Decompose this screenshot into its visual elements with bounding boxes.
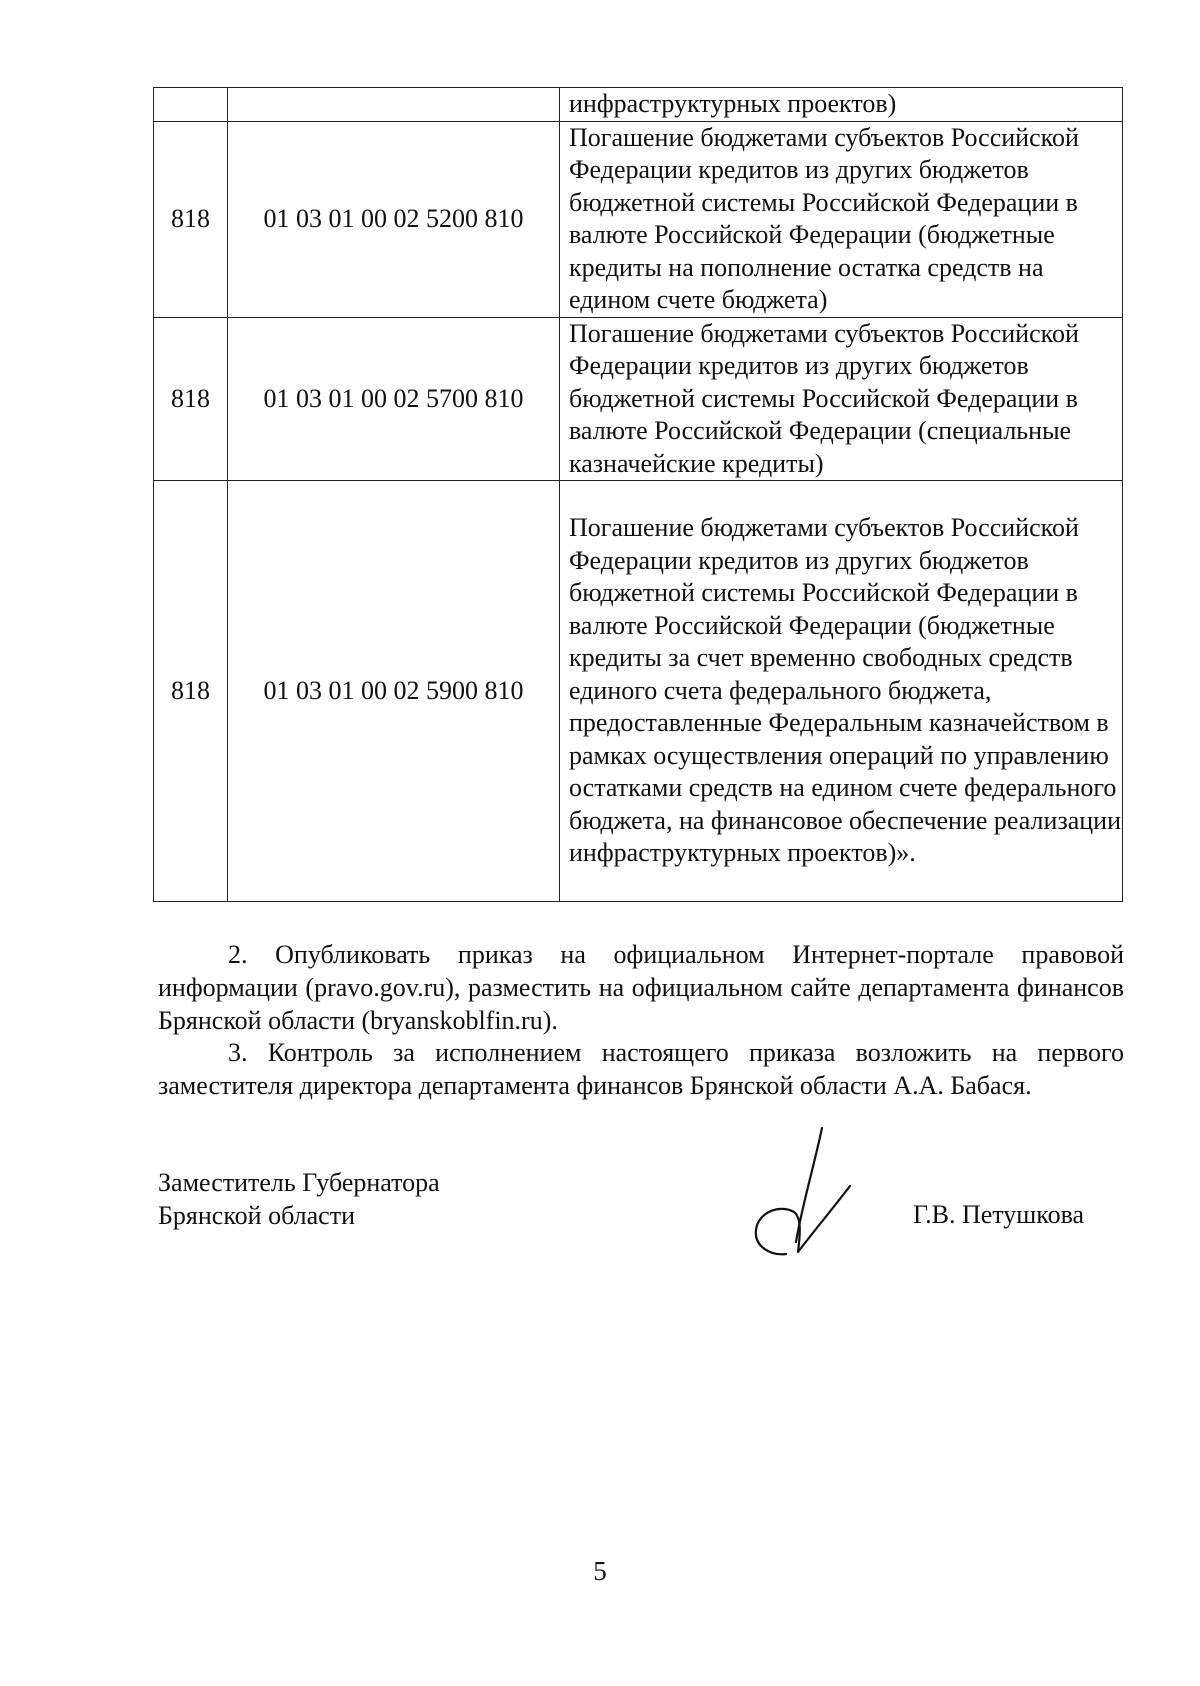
budget-codes-table [153,87,1123,902]
signer-position [158,1166,440,1232]
paragraph-control-text: 3. Контроль за исполнением настоящего приказа возложить на первого заместителя директора департамента финансов Брянской области А.А. Бабася. [158,1038,1124,1100]
page-number: 5 [593,1556,607,1586]
signer-position-line: Брянской области [158,1201,355,1230]
description-cell: инфраструктурных проектов) [560,88,1123,122]
paragraph-control [158,1036,1124,1102]
kbk-code-cell: 01 03 01 00 02 5900 810 [228,481,560,902]
admin-code-cell: 818 [154,317,228,481]
description-cell: Погашение бюджетами субъектов Российской Федерации кредитов из других бюджетов бюджетной системы Российской Федерации в валюте Российской Федерации (бюджетные кредиты за счет временно свободных средств единого счета федерального бюджета, предоставленные Федеральным казначейством в рамках осуществления операций по управлению остатками средств на едином счете федерального бюджета, на финансовое обеспечение реализации инфраструктурных проектов)». [560,481,1123,902]
table-row [154,121,1123,317]
kbk-code-cell: 01 03 01 00 02 5200 810 [228,121,560,317]
handwritten-signature [740,1126,860,1272]
admin-code-cell: 818 [154,481,228,902]
signer-position-line: Заместитель Губернатора [158,1168,440,1197]
paragraph-publish [158,938,1124,1037]
admin-code-cell [154,88,228,122]
table-row [154,88,1123,122]
table-row [154,481,1123,902]
paragraph-publish-text: 2. Опубликовать приказ на официальном Интернет-портале правовой информации (pravo.gov.ru), разместить на официальном сайте департамента финансов Брянской области (bryanskoblfin.ru). [158,940,1124,1035]
signer-name: Г.В. Петушкова [913,1200,1085,1229]
table-row [154,317,1123,481]
admin-code-cell: 818 [154,121,228,317]
kbk-code-cell: 01 03 01 00 02 5700 810 [228,317,560,481]
kbk-code-cell [228,88,560,122]
description-cell: Погашение бюджетами субъектов Российской Федерации кредитов из других бюджетов бюджетной системы Российской Федерации в валюте Российской Федерации (бюджетные кредиты на пополнение остатка средств на едином счете бюджета) [560,121,1123,317]
description-cell: Погашение бюджетами субъектов Российской Федерации кредитов из других бюджетов бюджетной системы Российской Федерации в валюте Российской Федерации (специальные казначейские кредиты) [560,317,1123,481]
